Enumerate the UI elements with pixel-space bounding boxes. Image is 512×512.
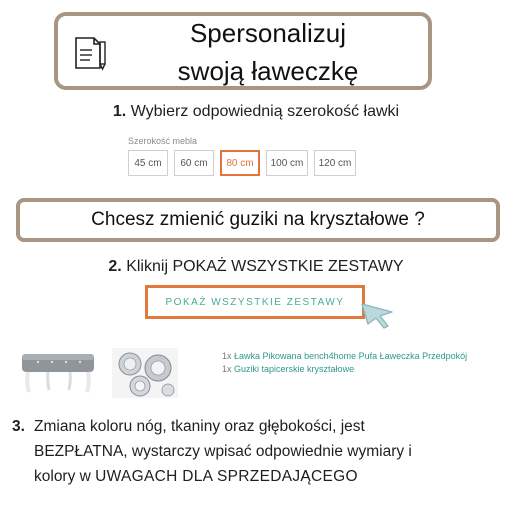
- item-link-crystal-buttons[interactable]: Guziki tapicerskie kryształowe: [234, 364, 355, 374]
- list-item: [222, 363, 467, 376]
- size-option-80-selected[interactable]: 80 cm: [220, 150, 260, 176]
- list-item: [222, 350, 467, 363]
- show-all-sets-label: POKAŻ WSZYSTKIE ZESTAWY: [165, 296, 345, 308]
- step1-instruction: [0, 103, 512, 121]
- size-option-120[interactable]: 120 cm: [314, 150, 356, 176]
- size-selector: [128, 150, 356, 176]
- size-option-45[interactable]: 45 cm: [128, 150, 168, 176]
- step2-number: 2.: [108, 258, 122, 275]
- size-selector-label: Szerokość mebla: [128, 136, 198, 146]
- title-box: [54, 12, 432, 90]
- cursor-arrow-icon: [356, 300, 396, 330]
- crystal-buttons-image: [112, 348, 178, 398]
- step1-number: 1.: [112, 103, 127, 120]
- free-keyword: BEZPŁATNA: [34, 443, 124, 460]
- bench-image: [18, 348, 98, 394]
- step3-number: 3.: [12, 418, 25, 435]
- step3-line2: [34, 439, 508, 464]
- page-title-line1: Spersonalizuj: [189, 18, 347, 48]
- item-qty: 1x: [222, 364, 232, 374]
- step1-text: Wybierz odpowiednią szerokość ławki: [130, 103, 400, 120]
- seller-notes-keyword: UWAGACH DLA SPRZEDAJĄCEGO: [95, 468, 358, 485]
- document-pencil-icon: [72, 32, 108, 72]
- size-option-60[interactable]: 60 cm: [174, 150, 214, 176]
- crystal-buttons-callout: [16, 198, 500, 242]
- step2-text: Kliknij POKAŻ WSZYSTKIE ZESTAWY: [126, 258, 404, 275]
- size-option-100[interactable]: 100 cm: [266, 150, 308, 176]
- step3-line1: Zmiana koloru nóg, tkaniny oraz głębokości, jest: [34, 418, 365, 435]
- item-qty: 1x: [222, 351, 232, 361]
- callout-text: Chcesz zmienić guziki na kryształowe ?: [91, 209, 425, 230]
- set-items-list: [222, 350, 467, 376]
- step2-instruction: [0, 258, 512, 276]
- step3-line2-rest: , wystarczy wpisać odpowiednie wymiary i: [123, 443, 412, 460]
- step3-line3-prefix: kolory w: [34, 468, 96, 485]
- step3-line3: [34, 464, 508, 489]
- show-all-sets-button[interactable]: [145, 285, 365, 319]
- page-title-line2: swoją ławeczkę: [177, 56, 359, 86]
- item-link-bench[interactable]: Ławka Pikowana bench4home Pufa Ławeczka Przedpokój: [234, 351, 468, 361]
- step3-text: [34, 414, 508, 489]
